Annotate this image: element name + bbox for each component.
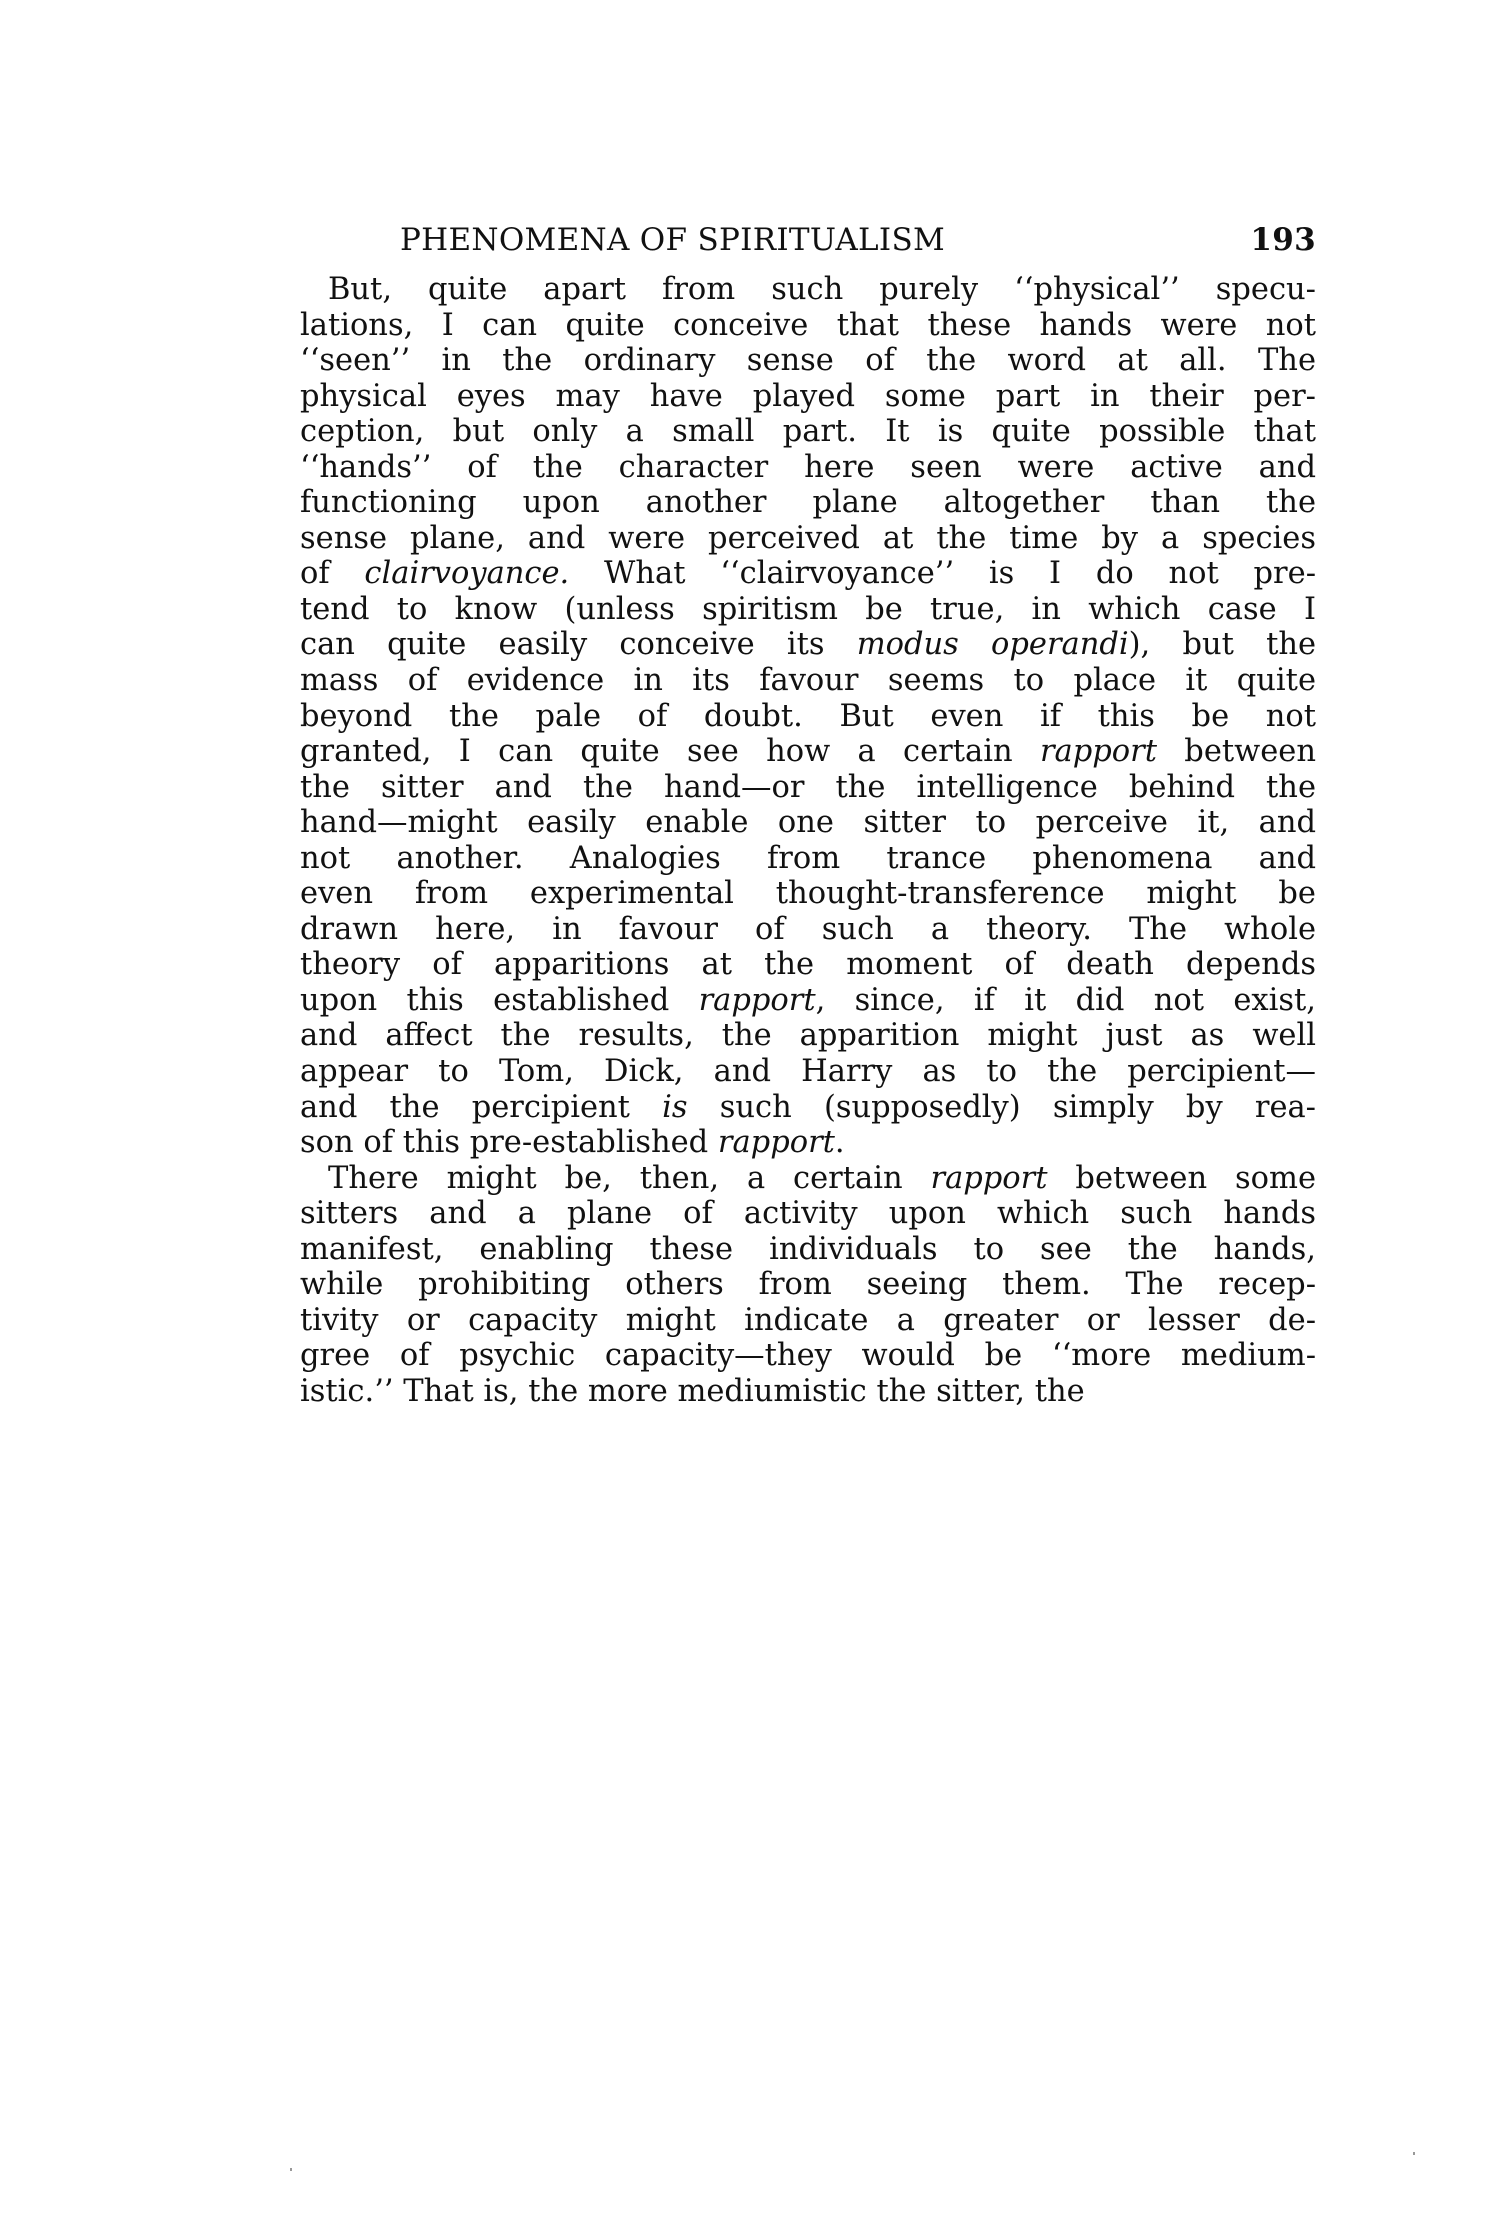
text-segment: , since, if it did not exist, — [815, 982, 1316, 1018]
text-segment: manifest, enabling these individuals to see the hands, — [300, 1231, 1316, 1267]
text-segment: lations, I can quite conceive that these hands were not — [300, 307, 1316, 343]
text-segment: appear to Tom, Dick, and Harry as to the percipient— — [300, 1054, 1316, 1090]
text-segment: sitters and a plane of activity upon which such hands — [300, 1196, 1316, 1232]
text-segment: ), but the — [1128, 627, 1317, 663]
text-line — [300, 770, 1316, 806]
paragraph — [300, 272, 1316, 1161]
text-segment: even from experimental thought-transference might be — [300, 876, 1316, 912]
page-number: 193 — [1250, 222, 1316, 258]
italic-text: rapport — [930, 1160, 1048, 1196]
text-segment: and affect the results, the apparition might just as well — [300, 1018, 1316, 1054]
text-segment: granted, I can quite see how a certain — [300, 734, 1040, 770]
text-segment: beyond the pale of doubt. But even if this be not — [300, 698, 1316, 734]
text-line — [300, 841, 1316, 877]
text-segment: tend to know (unless spiritism be true, in which case I — [300, 591, 1316, 627]
text-segment: such (supposedly) simply by rea- — [687, 1089, 1316, 1125]
running-title: PHENOMENA OF SPIRITUALISM — [400, 222, 946, 258]
text-segment: between — [1156, 734, 1316, 770]
text-segment: and the percipient — [300, 1089, 663, 1125]
running-head — [400, 222, 1316, 262]
text-segment: drawn here, in favour of such a theory. The whole — [300, 911, 1316, 947]
text-segment: ‘‘seen’’ in the ordinary sense of the word at all. The — [300, 343, 1316, 379]
text-line — [300, 450, 1316, 486]
text-line — [300, 1267, 1316, 1303]
text-line — [300, 592, 1316, 628]
text-segment: gree of psychic capacity—they would be ‘‘more medium- — [300, 1338, 1316, 1374]
text-segment: between some — [1047, 1160, 1316, 1196]
text-line — [300, 272, 1316, 308]
text-line — [300, 947, 1316, 983]
text-line — [300, 876, 1316, 912]
text-line — [300, 379, 1316, 415]
scan-speck — [290, 2168, 292, 2171]
text-line — [300, 663, 1316, 699]
text-segment: physical eyes may have played some part in their per- — [300, 378, 1316, 414]
text-segment: while prohibiting others from seeing them. The recep- — [300, 1267, 1316, 1303]
text-line — [300, 414, 1316, 450]
text-line — [300, 521, 1316, 557]
text-line — [300, 699, 1316, 735]
text-segment: the sitter and the hand—or the intelligence behind the — [300, 769, 1316, 805]
text-segment: can quite easily conceive its — [300, 627, 857, 663]
text-segment: . — [834, 1125, 845, 1161]
text-segment: sense plane, and were perceived at the time by a species — [300, 520, 1316, 556]
text-segment: What ‘‘clairvoyance’’ is I do not pre- — [569, 556, 1316, 592]
text-line — [300, 912, 1316, 948]
text-segment: mass of evidence in its favour seems to place it quite — [300, 663, 1316, 699]
text-line — [300, 308, 1316, 344]
text-segment: istic.’’ That is, the more mediumistic the sitter, the — [300, 1373, 1085, 1409]
text-segment: son of this pre-established — [300, 1125, 718, 1161]
body-text — [300, 272, 1316, 1410]
scan-speck — [1413, 2152, 1415, 2155]
text-line — [300, 1054, 1316, 1090]
text-line — [300, 734, 1316, 770]
text-line — [300, 556, 1316, 592]
text-line — [300, 627, 1316, 663]
text-line — [300, 343, 1316, 379]
text-segment: ception, but only a small part. It is quite possible that — [300, 414, 1316, 450]
text-segment: upon this established — [300, 982, 699, 1018]
italic-text: clairvoyance. — [364, 556, 570, 592]
text-line — [300, 1303, 1316, 1339]
italic-text: modus operandi — [856, 627, 1129, 663]
text-line — [300, 485, 1316, 521]
text-segment: theory of apparitions at the moment of death depends — [300, 947, 1316, 983]
italic-text: rapport — [1039, 734, 1157, 770]
text-line — [300, 1196, 1316, 1232]
text-line — [300, 805, 1316, 841]
text-segment: not another. Analogies from trance phenomena and — [300, 840, 1316, 876]
text-segment: There might be, then, a certain — [328, 1160, 931, 1196]
text-line — [300, 1161, 1316, 1197]
text-line — [300, 1374, 1316, 1410]
text-line — [300, 1018, 1316, 1054]
text-line — [300, 1090, 1316, 1126]
italic-text: rapport — [698, 982, 816, 1018]
text-line — [300, 1232, 1316, 1268]
text-segment: of — [300, 556, 365, 592]
text-line — [300, 1338, 1316, 1374]
text-segment: ‘‘hands’’ of the character here seen were active and — [300, 449, 1316, 485]
text-segment: But, quite apart from such purely ‘‘physical’’ specu- — [328, 272, 1316, 307]
text-segment: functioning upon another plane altogether than the — [300, 485, 1316, 521]
paragraph — [300, 1161, 1316, 1410]
text-line — [300, 1125, 1316, 1161]
text-line — [300, 983, 1316, 1019]
text-segment: hand—might easily enable one sitter to perceive it, and — [300, 805, 1316, 841]
italic-text: is — [662, 1089, 688, 1125]
italic-text: rapport — [717, 1125, 835, 1161]
text-segment: tivity or capacity might indicate a greater or lesser de- — [300, 1302, 1316, 1338]
